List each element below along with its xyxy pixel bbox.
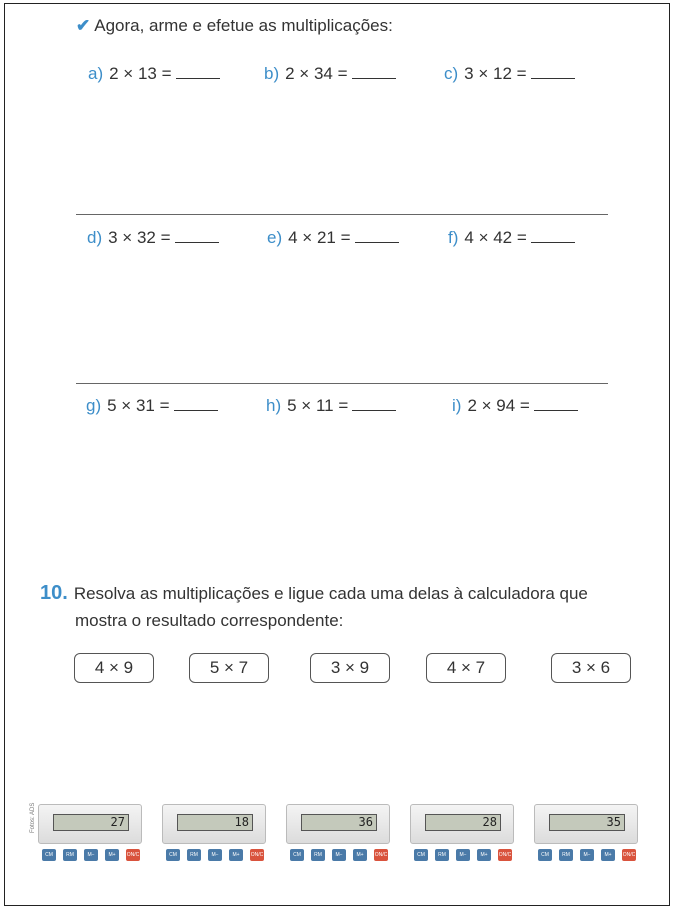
checkmark-icon: ✔ bbox=[76, 16, 91, 35]
problem-h: h) 5 × 11 = bbox=[266, 396, 396, 416]
calculator[interactable] bbox=[534, 804, 638, 864]
problem-e: e) 4 × 21 = bbox=[267, 228, 399, 248]
key-on-c: ON/C bbox=[126, 849, 140, 861]
question-number: 10. bbox=[40, 582, 68, 604]
answer-blank[interactable] bbox=[176, 64, 220, 79]
answer-blank[interactable] bbox=[352, 64, 396, 79]
calculator[interactable] bbox=[162, 804, 266, 864]
key-on-c: ON/C bbox=[250, 849, 264, 861]
answer-blank[interactable] bbox=[352, 396, 396, 411]
photo-credit: Fotos: ADS bbox=[30, 802, 36, 833]
calculator-display: 27 bbox=[53, 814, 129, 831]
problem-f: f) 4 × 42 = bbox=[448, 228, 575, 248]
problem-g: g) 5 × 31 = bbox=[86, 396, 218, 416]
answer-blank[interactable] bbox=[531, 64, 575, 79]
answer-blank[interactable] bbox=[355, 228, 399, 243]
key-rm: RM bbox=[559, 849, 573, 861]
key-m-minus: M− bbox=[580, 849, 594, 861]
calculator-keys bbox=[538, 849, 638, 863]
answer-blank[interactable] bbox=[174, 396, 218, 411]
problem-row bbox=[0, 228, 676, 252]
calculator-body bbox=[38, 804, 142, 844]
problem-a: a) 2 × 13 = bbox=[88, 64, 220, 84]
key-m-minus: M− bbox=[332, 849, 346, 861]
expression-box[interactable]: 5 × 7 bbox=[189, 653, 269, 683]
key-m-minus: M− bbox=[84, 849, 98, 861]
divider bbox=[76, 383, 608, 384]
key-m-plus: M+ bbox=[477, 849, 491, 861]
problem-row bbox=[0, 64, 676, 88]
calculator[interactable] bbox=[286, 804, 390, 864]
worksheet-page bbox=[4, 3, 670, 906]
key-m-plus: M+ bbox=[353, 849, 367, 861]
calculator-display: 28 bbox=[425, 814, 501, 831]
calculator-body bbox=[410, 804, 514, 844]
key-rm: RM bbox=[187, 849, 201, 861]
key-cm: CM bbox=[42, 849, 56, 861]
key-cm: CM bbox=[166, 849, 180, 861]
key-cm: CM bbox=[538, 849, 552, 861]
calculator[interactable] bbox=[38, 804, 142, 864]
key-m-minus: M− bbox=[456, 849, 470, 861]
calculator-display: 35 bbox=[549, 814, 625, 831]
divider bbox=[76, 214, 608, 215]
key-m-minus: M− bbox=[208, 849, 222, 861]
problem-d: d) 3 × 32 = bbox=[87, 228, 219, 248]
key-cm: CM bbox=[414, 849, 428, 861]
answer-blank[interactable] bbox=[534, 396, 578, 411]
expression-box[interactable]: 4 × 9 bbox=[74, 653, 154, 683]
calculator-keys bbox=[290, 849, 390, 863]
problem-row bbox=[0, 396, 676, 420]
key-on-c: ON/C bbox=[498, 849, 512, 861]
key-rm: RM bbox=[311, 849, 325, 861]
problem-b: b) 2 × 34 = bbox=[264, 64, 396, 84]
question-10 bbox=[40, 580, 588, 634]
problem-i: i) 2 × 94 = bbox=[452, 396, 578, 416]
calculator-keys bbox=[414, 849, 514, 863]
calculator[interactable] bbox=[410, 804, 514, 864]
key-m-plus: M+ bbox=[601, 849, 615, 861]
calculator-display: 18 bbox=[177, 814, 253, 831]
answer-blank[interactable] bbox=[175, 228, 219, 243]
expression-box[interactable]: 3 × 6 bbox=[551, 653, 631, 683]
key-m-plus: M+ bbox=[105, 849, 119, 861]
calculator-keys bbox=[42, 849, 142, 863]
expression-box[interactable]: 4 × 7 bbox=[426, 653, 506, 683]
key-rm: RM bbox=[63, 849, 77, 861]
expression-box[interactable]: 3 × 9 bbox=[310, 653, 390, 683]
question-text-line1: Resolva as multiplicações e ligue cada uma delas à calculadora que bbox=[73, 584, 588, 603]
calculator-body bbox=[286, 804, 390, 844]
calculator-display: 36 bbox=[301, 814, 377, 831]
answer-blank[interactable] bbox=[531, 228, 575, 243]
instruction-text: Agora, arme e efetue as multiplicações: bbox=[94, 16, 393, 35]
question-text-line2: mostra o resultado correspondente: bbox=[75, 611, 344, 630]
key-rm: RM bbox=[435, 849, 449, 861]
key-on-c: ON/C bbox=[374, 849, 388, 861]
instruction bbox=[76, 16, 393, 36]
calculator-keys bbox=[166, 849, 266, 863]
calculator-body bbox=[162, 804, 266, 844]
problem-c: c) 3 × 12 = bbox=[444, 64, 575, 84]
calculator-body bbox=[534, 804, 638, 844]
key-m-plus: M+ bbox=[229, 849, 243, 861]
key-on-c: ON/C bbox=[622, 849, 636, 861]
key-cm: CM bbox=[290, 849, 304, 861]
